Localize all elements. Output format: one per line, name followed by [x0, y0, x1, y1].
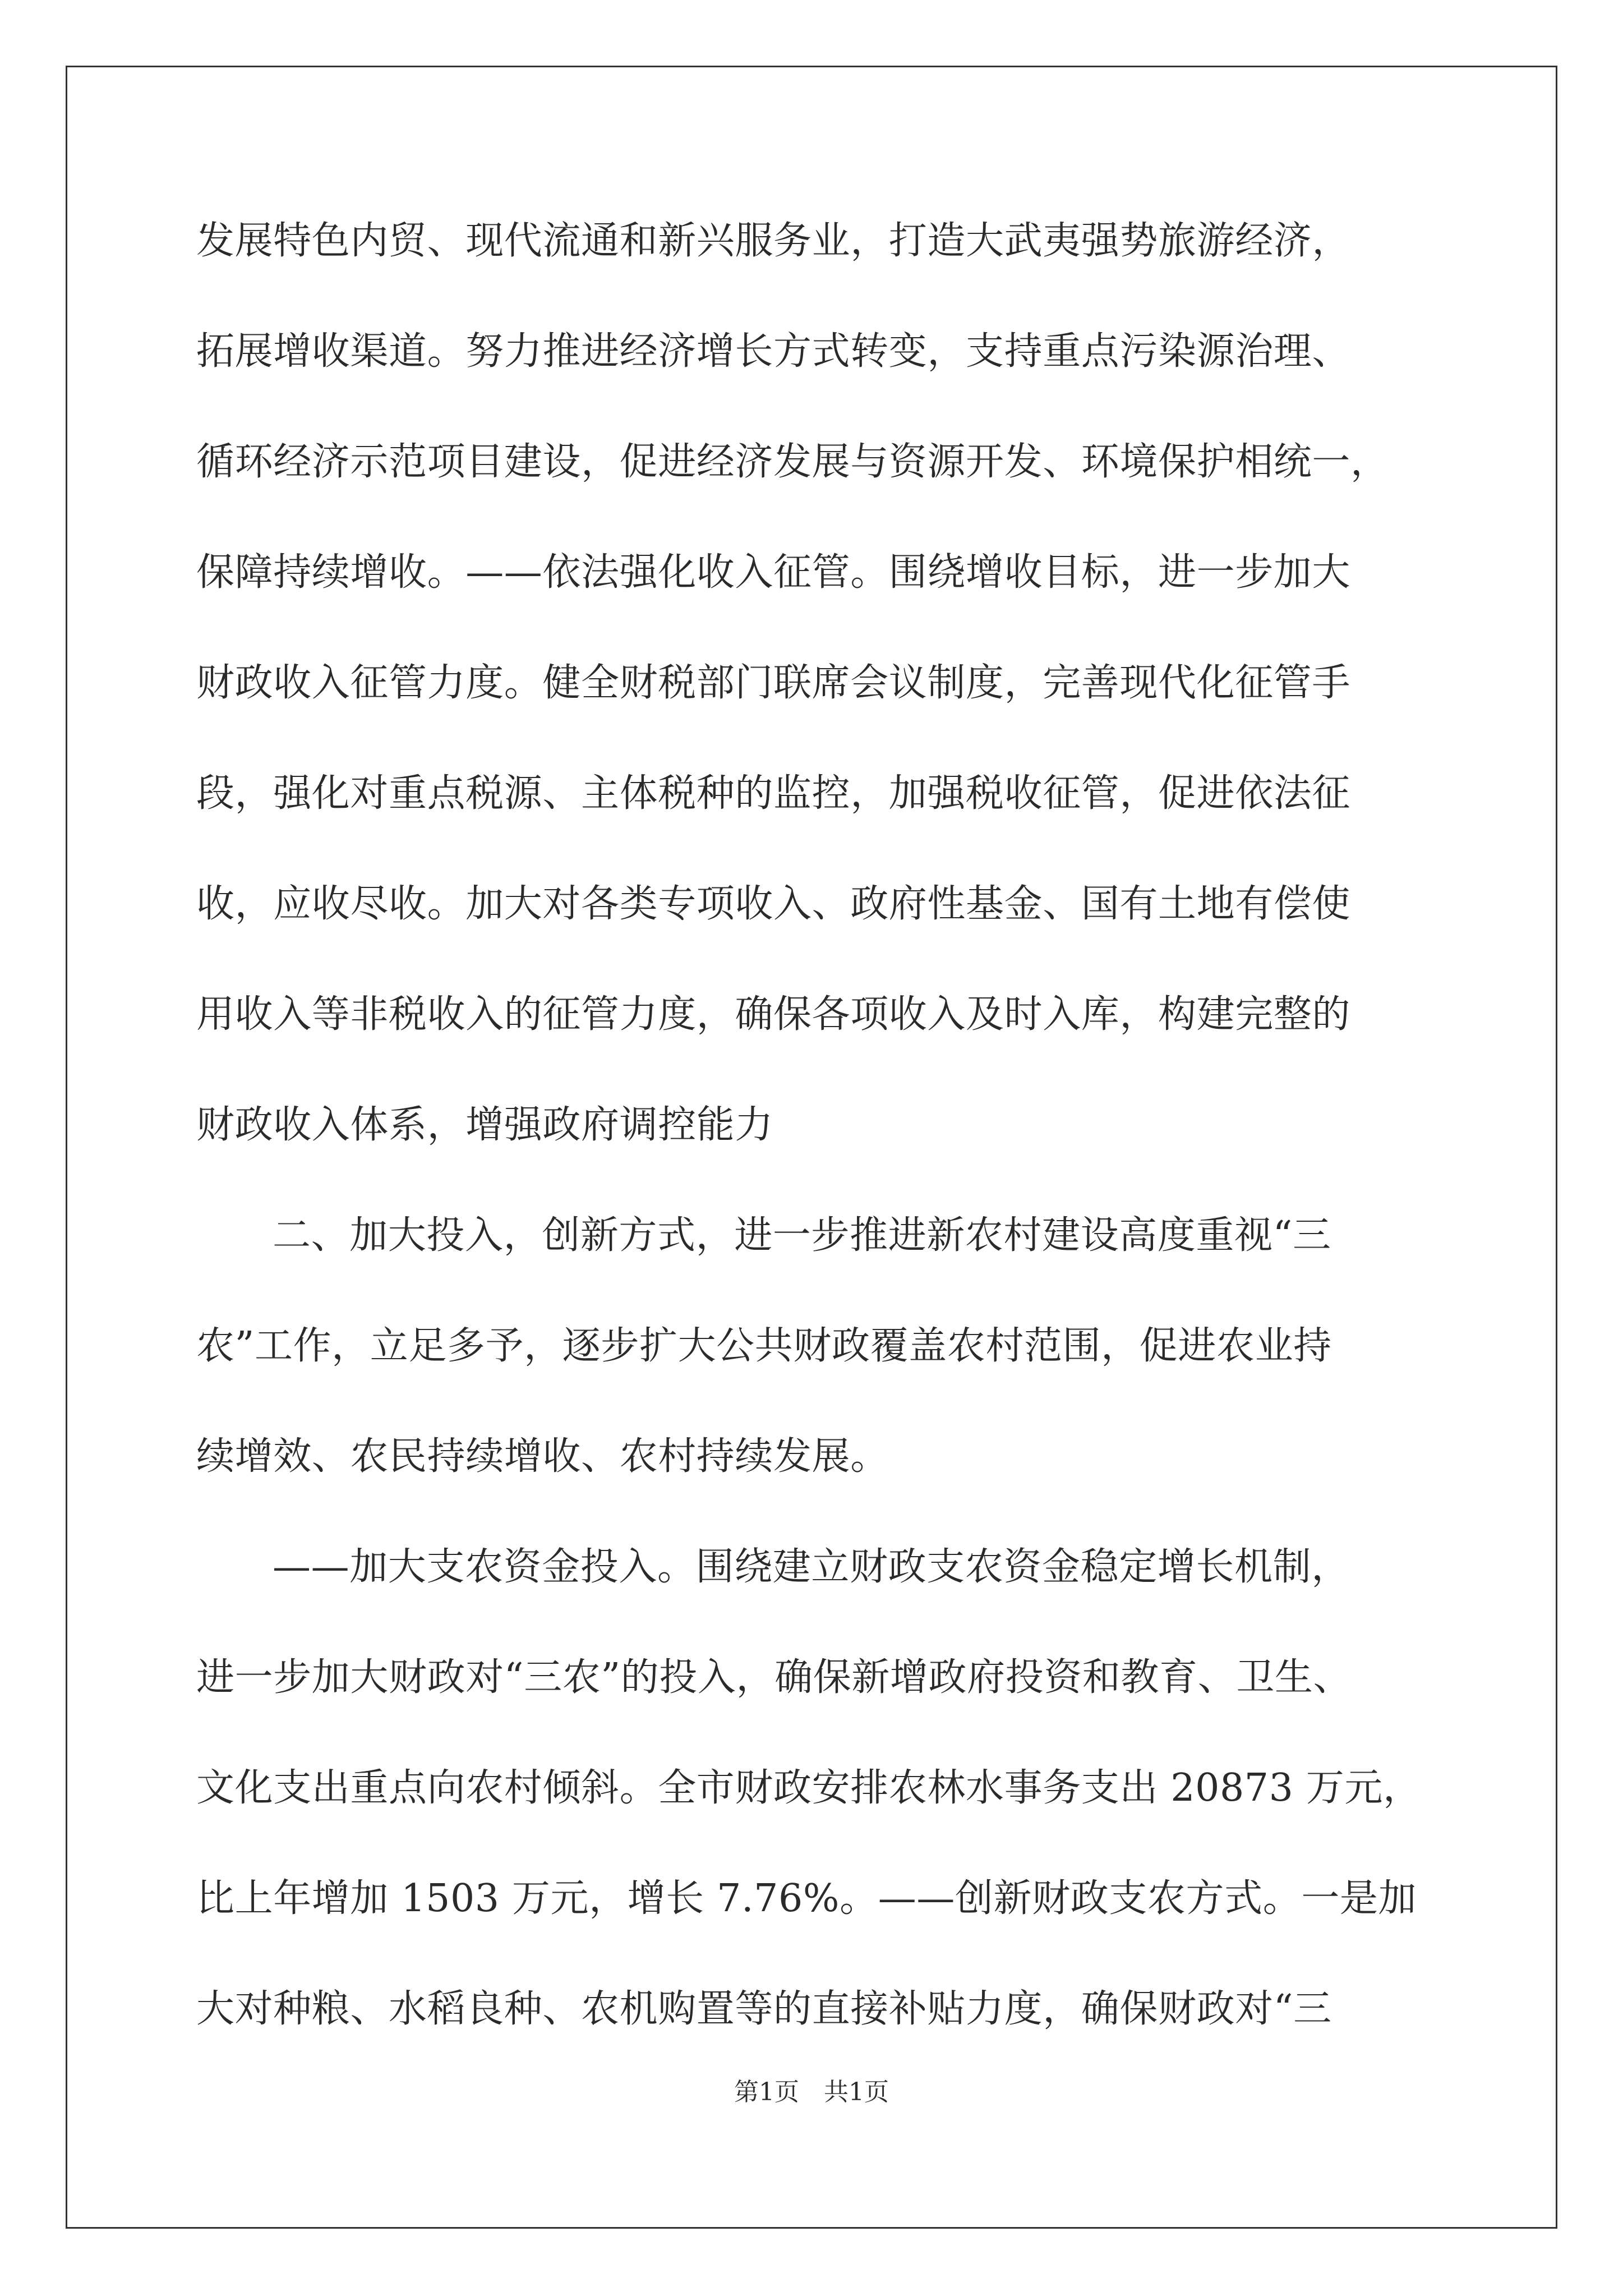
text-line: 用收入等非税收入的征管力度，确保各项收入及时入库，构建完整的 — [196, 992, 1351, 1037]
text-line: 农”工作，立足多予，逐步扩大公共财政覆盖农村范围，促进农业持 — [196, 1324, 1332, 1368]
text-line: 段，强化对重点税源、主体税种的监控，加强税收征管，促进依法征 — [196, 771, 1351, 816]
text-line: 收，应收尽收。加大对各类专项收入、政府性基金、国有土地有偿使 — [196, 882, 1351, 926]
text-line: 文化支出重点向农村倾斜。全市财政安排农林水事务支出 20873 万元， — [196, 1766, 1422, 1810]
text-line: 续增效、农民持续增收、农村持续发展。 — [196, 1434, 889, 1479]
text-line: 拓展增收渠道。努力推进经济增长方式转变，支持重点污染源治理、 — [196, 329, 1351, 374]
text-line: 财政收入体系，增强政府调控能力 — [196, 1103, 774, 1147]
text-line: 保障持续增收。——依法强化收入征管。围绕增收目标，进一步加大 — [196, 550, 1351, 595]
text-line: 发展特色内贸、现代流通和新兴服务业，打造大武夷强势旅游经济， — [196, 219, 1351, 263]
text-line: 进一步加大财政对“三农”的投入，确保新增政府投资和教育、卫生、 — [196, 1655, 1352, 1700]
paragraph-start-line: ——加大支农资金投入。围绕建立财政支农资金稳定增长机制， — [273, 1545, 1350, 1589]
text-line: 大对种粮、水稻良种、农机购置等的直接补贴力度，确保财政对“三 — [196, 1987, 1332, 2031]
paragraph-start-line: 二、加大投入，创新方式，进一步推进新农村建设高度重视“三 — [273, 1213, 1331, 1258]
text-line: 财政收入征管力度。健全财税部门联席会议制度，完善现代化征管手 — [196, 661, 1351, 705]
document-body — [196, 208, 1430, 2086]
page-number-footer: 第1页 共1页 — [734, 2078, 889, 2106]
text-line: 比上年增加 1503 万元，增长 7.76%。——创新财政支农方式。一是加 — [196, 1876, 1417, 1921]
text-line: 循环经济示范项目建设，促进经济发展与资源开发、环境保护相统一， — [196, 440, 1389, 484]
